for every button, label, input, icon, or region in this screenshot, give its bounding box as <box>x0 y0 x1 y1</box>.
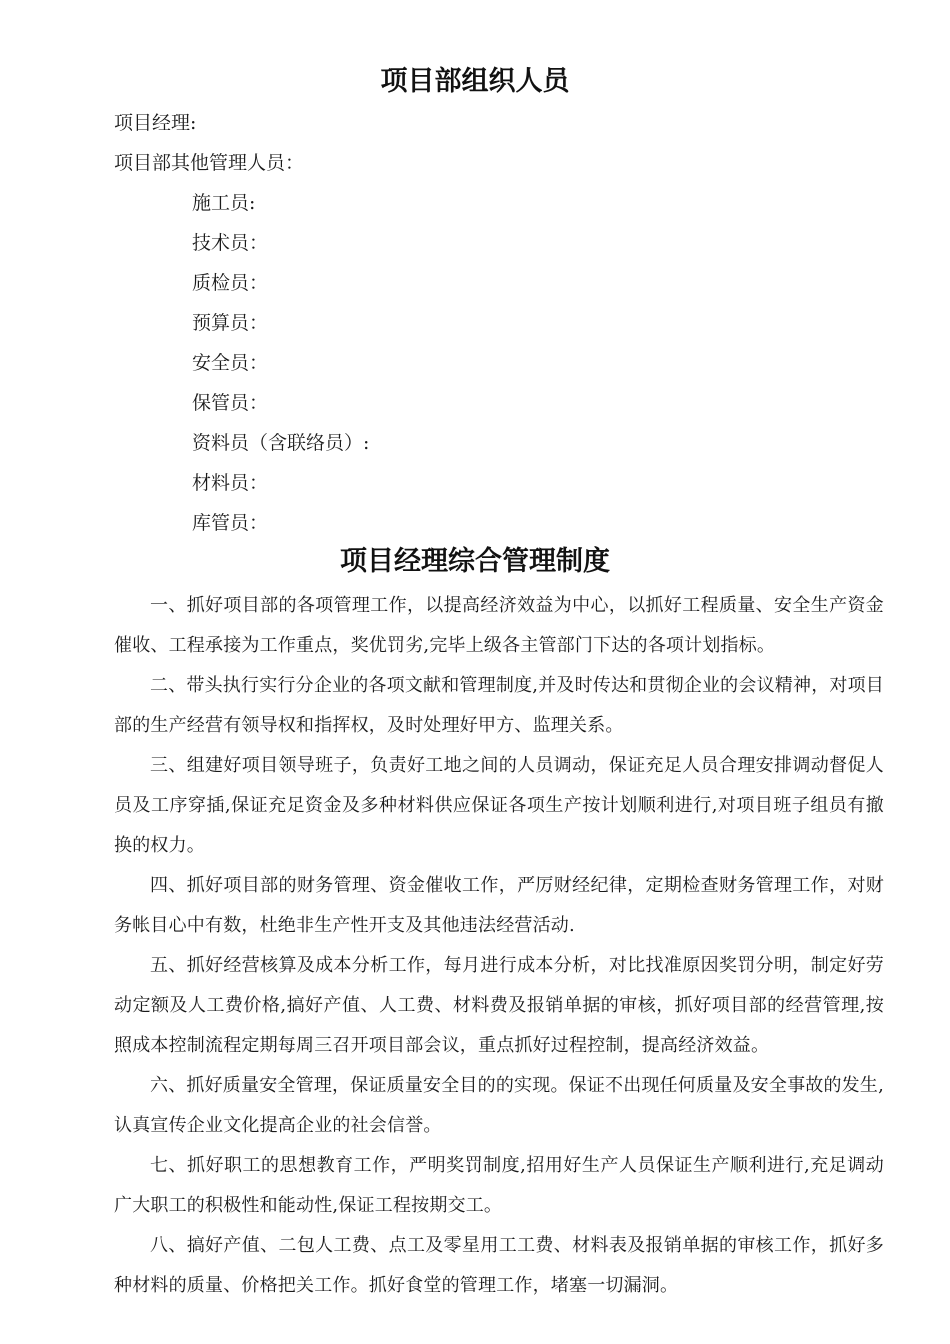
role-quality-inspector: 质检员： <box>192 272 269 294</box>
policy-paragraph-5: 五、抓好经营核算及成本分析工作，每月进行成本分析，对比找准原因奖罚分明，制定好劳动定额及人工费价格,搞好产值、人工费、材料费及报销单据的审核，抓好项目部的经营管理,按照成本控制流程定期每周三召开项目部会议，重点抓好过程控制，提高经济效益。 <box>114 955 884 1056</box>
role-safety: 安全员： <box>192 352 269 374</box>
policy-paragraph-2: 二、带头执行实行分企业的各项文献和管理制度,并及时传达和贯彻企业的会议精神，对项目部的生产经营有领导权和指挥权，及时处理好甲方、监理关系。 <box>114 675 884 736</box>
policy-paragraph-3: 三、组建好项目领导班子，负责好工地之间的人员调动，保证充足人员合理安排调动督促人员及工序穿插,保证充足资金及多种材料供应保证各项生产按计划顺利进行,对项目班子组员有撤换的权力。 <box>114 755 884 856</box>
policy-paragraph-6: 六、抓好质量安全管理，保证质量安全目的的实现。保证不出现任何质量及安全事故的发生,认真宣传企业文化提高企业的社会信誉。 <box>114 1075 884 1136</box>
policy-title: 项目经理综合管理制度 <box>340 546 610 577</box>
role-custodian: 保管员： <box>192 392 269 414</box>
policy-paragraph-7: 七、抓好职工的思想教育工作，严明奖罚制度,招用好生产人员保证生产顺利进行,充足调动广大职工的积极性和能动性,保证工程按期交工。 <box>114 1155 884 1216</box>
role-technician: 技术员： <box>192 232 269 254</box>
policy-paragraph-8: 八、搞好产值、二包人工费、点工及零星用工工费、材料表及报销单据的审核工作，抓好多种材料的质量、价格把关工作。抓好食堂的管理工作，堵塞一切漏洞。 <box>114 1235 884 1296</box>
policy-paragraph-1: 一、抓好项目部的各项管理工作，以提高经济效益为中心，以抓好工程质量、安全生产资金催收、工程承接为工作重点，奖优罚劣,完毕上级各主管部门下达的各项计划指标。 <box>114 595 884 656</box>
role-materials: 材料员： <box>192 472 269 494</box>
role-construction: 施工员: <box>192 192 256 214</box>
policy-body <box>114 586 884 1306</box>
manager-label: 项目经理: <box>114 112 197 134</box>
other-staff-label: 项目部其他管理人员： <box>114 152 305 174</box>
policy-paragraph-4: 四、抓好项目部的财务管理、资金催收工作，严厉财经纪律，定期检查财务管理工作，对财务帐目心中有数，杜绝非生产性开支及其他违法经营活动. <box>114 875 884 936</box>
role-documentation: 资料员（含联络员）: <box>192 432 370 454</box>
role-warehouse: 库管员： <box>192 512 269 534</box>
org-title: 项目部组织人员 <box>380 66 570 97</box>
role-budgeter: 预算员： <box>192 312 269 334</box>
